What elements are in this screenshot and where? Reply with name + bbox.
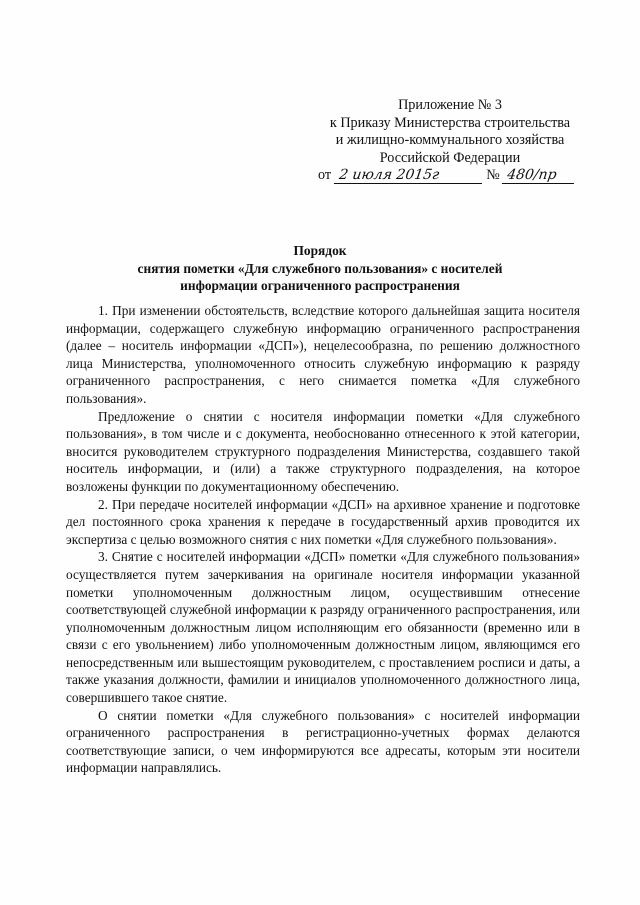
appendix-number: Приложение № 3	[398, 97, 502, 113]
paragraph-1: 1. При изменении обстоятельств, вследствие которого дальнейшая защита носителя информации, содержащего служебную информацию ограниченного распространения (далее – носитель информации «ДСП»), нецелесообразна, по решению должностного лица Министерства, уполномоченного относить служебную информацию к разряду ограниченного распространения, с него снимается пометка «Для служебного пользования».	[66, 303, 580, 406]
appendix-country: Российской Федерации	[379, 149, 521, 166]
document-title	[60, 242, 580, 295]
paragraph-2: Предложение о снятии с носителя информации пометки «Для служебного пользования», в том числе и с документа, необоснованно отнесенного к этой категории, вносится руководителем структурного подразделения Министерства, создавшего такой носитель информации, и (или) а также структурного подразделения, на которое возложены функции по документационному обеспечению.	[66, 408, 580, 494]
appendix-date-line	[318, 167, 598, 185]
handwritten-date: 2 июля 2015г	[334, 168, 484, 184]
number-prefix: №	[486, 167, 500, 183]
handwritten-number: 480/пр	[502, 168, 576, 184]
appendix-order-ref: к Приказу Министерства строительства	[329, 114, 571, 131]
appendix-header	[300, 97, 600, 167]
paragraph-3: 2. При передаче носителей информации «ДСП» на архивное хранение и подготовке дел постоянного срока хранения к передаче в государственный архив проводится их экспертиза с целью возможного снятия с них пометки «Для служебного пользования».	[66, 496, 580, 547]
title-line-2: снятия пометки «Для служебного пользования» с носителей	[137, 260, 503, 276]
title-line-1: Порядок	[293, 243, 347, 258]
appendix-ministry: и жилищно-коммунального хозяйства	[335, 132, 565, 148]
title-line-3: информации ограниченного распространения	[180, 278, 460, 293]
paragraph-4: 3. Снятие с носителей информации «ДСП» пометки «Для служебного пользования» осуществляется путем зачеркивания на оригинале носителя информации указанной пометки уполномоченным должностным лицом, осуществившим отнесение соответствующей служебной информации к разряду ограниченного распространения, или уполномоченным должностным лицом исполняющим его обязанности (временно или в связи с его увольнением) либо уполномоченным должностным лицом, являющимся его непосредственным или вышестоящим руководителем, с проставлением росписи и даты, а также указания должности, фамилии и инициалов уполномоченного должностного лица, совершившего такое снятие.	[66, 549, 580, 706]
date-prefix: от	[318, 167, 332, 183]
paragraph-5: О снятии пометки «Для служебного пользования» с носителей информации ограниченного распространения в регистрационно-учетных формах делаются соответствующие записи, о чем информируются все адресаты, которым эти носители информации направлялись.	[66, 707, 580, 776]
document-body	[66, 302, 580, 777]
